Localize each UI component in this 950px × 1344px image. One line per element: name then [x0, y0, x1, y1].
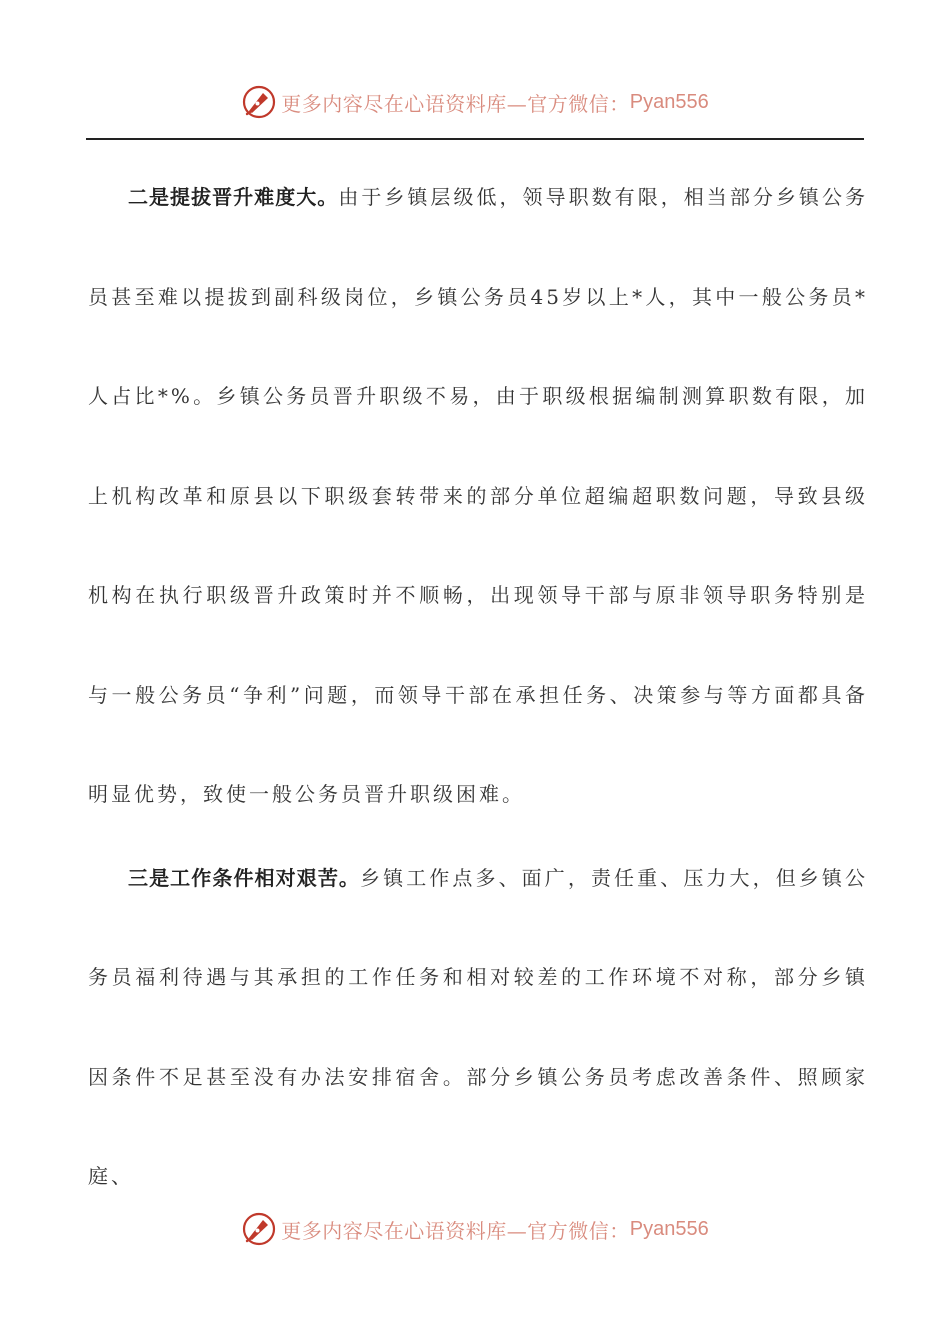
footer-banner-text: 更多内容尽在心语资料库—官方微信：	[281, 1218, 630, 1243]
paragraph-text: 由于乡镇层级低，领导职数有限，相当部分乡镇公务员甚至难以提拔到副科级岗位，乡镇公务员45岁以上*人，其中一般公务员*人占比*%。乡镇公务员晋升职级不易，由于职级根据编制测算职数有限，加上机构改革和原县以下职级套转带来的部分单位超编超职数问题，导致县级机构在执行职级晋升政策时并不顺畅，出现领导干部与原非领导职务特别是与一般公务员“争利”问题，而领导干部在承担任务、决策参与等方面都具备明显优势，致使一般公务员晋升职级困难。	[88, 185, 868, 806]
header-wechat-id: Pyan556	[629, 90, 709, 113]
document-body	[88, 148, 868, 1227]
header-banner-text: 更多内容尽在心语资料库—官方微信：	[281, 91, 630, 116]
paragraph-working-conditions	[88, 829, 868, 1227]
footer-banner	[0, 1209, 950, 1249]
pen-nib-logo-icon	[241, 84, 277, 120]
footer-wechat-id: Pyan556	[629, 1217, 709, 1240]
paragraph-text: 乡镇工作点多、面广，责任重、压力大，但乡镇公务员福利待遇与其承担的工作任务和相对较差的工作环境不对称，部分乡镇因条件不足甚至没有办法安排宿舍。部分乡镇公务员考虑改善条件、照顾家庭、	[88, 865, 868, 1188]
paragraph-promotion	[88, 148, 868, 845]
paragraph-lead: 二是提拔晋升难度大。	[128, 185, 339, 209]
header-banner	[0, 82, 950, 122]
header-divider	[86, 138, 864, 140]
paragraph-lead: 三是工作条件相对艰苦。	[128, 865, 361, 890]
pen-nib-logo-icon	[241, 1211, 277, 1247]
